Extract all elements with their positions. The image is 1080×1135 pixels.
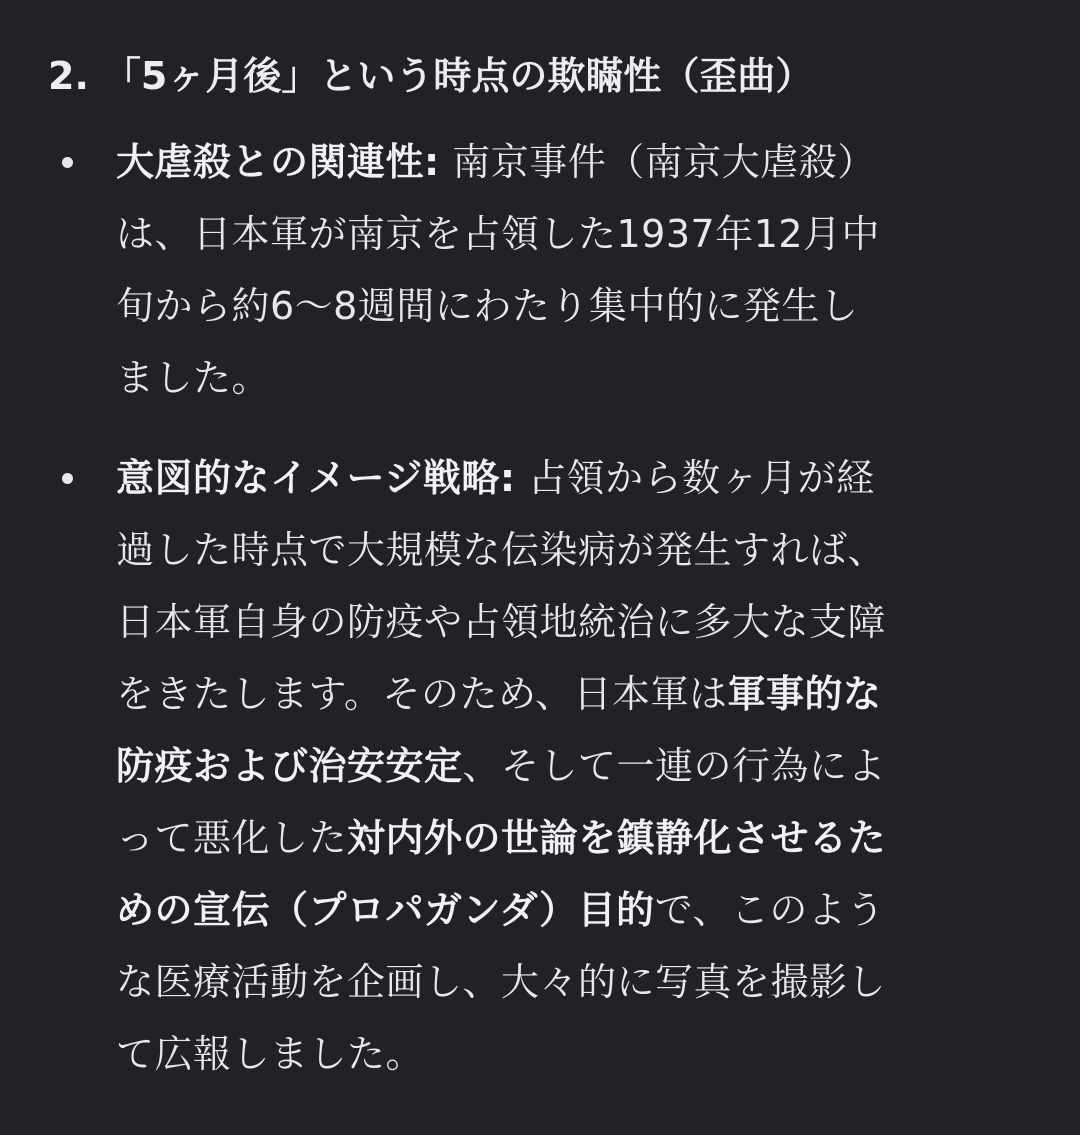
section-heading	[48, 48, 1040, 104]
emphasis-text: 軍事的な	[727, 672, 882, 716]
bullet-line: めの宣伝（プロパガンダ）目的で、このよう	[116, 888, 885, 932]
bullet-line: をきたします。そのため、日本軍は軍事的な	[116, 672, 882, 716]
bullet-line: て広報しました。	[116, 1032, 425, 1076]
emphasis-text: 防疫および治安安定	[116, 744, 463, 788]
bullet-line: 過した時点で大規模な伝染病が発生すれば、	[116, 528, 887, 572]
bullet-line: は、日本軍が南京を占領した1937年12月中	[116, 212, 881, 256]
bullet-dot-icon	[62, 157, 73, 168]
bullet-line: ました。	[116, 356, 271, 400]
bullet-line: 意図的なイメージ戦略: 占領から数ヶ月が経	[116, 456, 875, 500]
section-title: 「5ヶ月後」という時点の欺瞞性（歪曲）	[102, 54, 814, 98]
bullet-item-relation	[48, 126, 1040, 414]
bullet-line: 大虐殺との関連性: 南京事件（南京大虐殺）	[116, 140, 876, 184]
emphasis-text: めの宣伝（プロパガンダ）目的	[116, 888, 655, 932]
bullet-list	[48, 126, 1040, 1090]
bullet-line: 日本軍自身の防疫や占領地統治に多大な支障	[116, 600, 887, 644]
bullet-term: 意図的なイメージ戦略:	[116, 456, 516, 500]
bullet-line: 防疫および治安安定、そして一連の行為によ	[116, 744, 887, 788]
bullet-item-strategy	[48, 442, 1040, 1090]
emphasis-text: 対内外の世論を鎮静化させるた	[347, 816, 887, 860]
bullet-dot-icon	[62, 473, 73, 484]
bullet-line: 旬から約6〜8週間にわたり集中的に発生し	[116, 284, 859, 328]
bullet-line: って悪化した対内外の世論を鎮静化させるた	[116, 816, 887, 860]
bullet-term: 大虐殺との関連性:	[116, 140, 440, 184]
section-number: 2.	[48, 54, 89, 98]
bullet-line: な医療活動を企画し、大々的に写真を撮影し	[116, 960, 887, 1004]
